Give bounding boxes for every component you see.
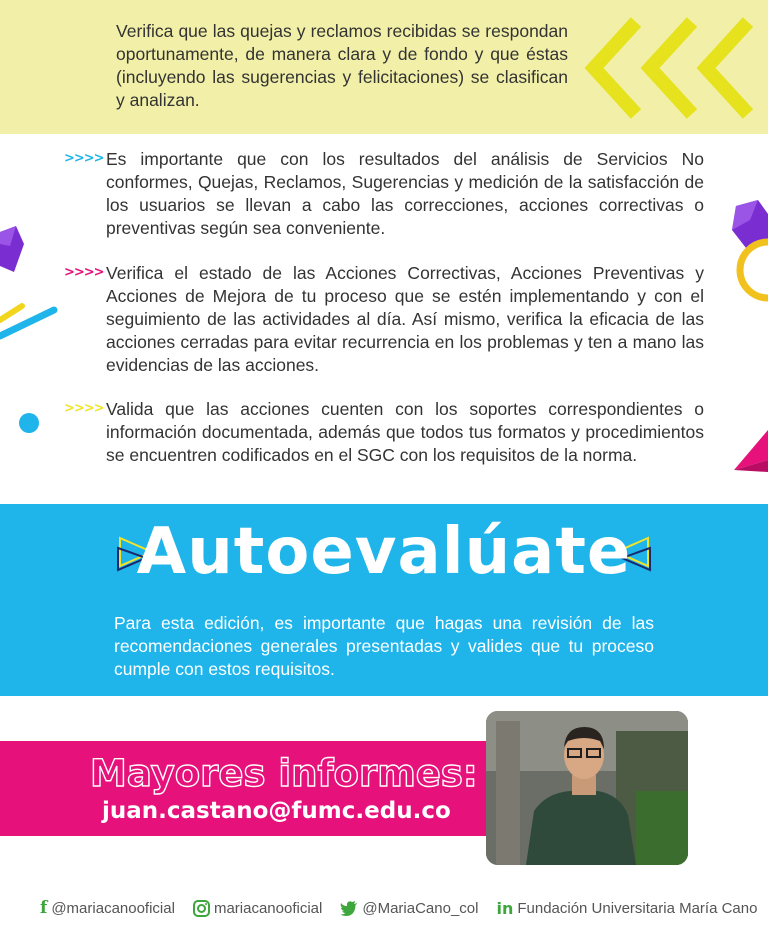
contact-heading: Mayores informes: <box>90 752 478 795</box>
pink-cone-icon <box>734 430 768 472</box>
social-label: @mariacanooficial <box>51 899 175 917</box>
social-facebook[interactable] <box>40 898 175 918</box>
contact-email[interactable]: juan.castano@fumc.edu.co <box>102 798 451 824</box>
social-instagram[interactable] <box>193 900 322 917</box>
bullet-text: Verifica el estado de las Acciones Correctivas, Acciones Preventivas y Acciones de Mejora de tu proceso que se estén implementando y con el seguimiento de las actividades al día. Así mismo, verifica la eficacia de las acciones cerradas para evitar recurrencia en los problemas y ten a mano las evidencias de las acciones. <box>106 263 704 375</box>
autoevaluate-text: Para esta edición, es importante que hagas una revisión de las recomendaciones generales presentadas y valides que tu proceso cumple con estos requisitos. <box>114 613 654 679</box>
bullet-text: Valida que las acciones cuenten con los soportes correspondientes o información documentada, además que todos tus formatos y procedimientos se encuentren codificados en el SGC con los requisitos de la norma. <box>106 399 704 465</box>
arrows-icon: >>>> <box>64 401 104 416</box>
social-label: Fundación Universitaria María Cano <box>517 899 758 917</box>
contact-photo <box>486 711 688 865</box>
blue-dot-icon <box>18 412 40 434</box>
bullet-text: Es importante que con los resultados del análisis de Servicios No conformes, Quejas, Reclamos, Sugerencias y medición de la satisfacción de los usuarios se llevan a cabo las correcciones, acciones correctivas o preventivas según sea conveniente. <box>106 149 704 238</box>
social-footer <box>40 896 758 920</box>
linkedin-icon: in <box>496 898 514 918</box>
list-item <box>64 262 704 377</box>
purple-gem-right-icon <box>728 200 768 248</box>
person-photo-icon <box>486 711 688 865</box>
twitter-icon <box>340 901 358 916</box>
instagram-icon <box>193 900 210 917</box>
social-linkedin[interactable] <box>496 899 757 918</box>
autoevaluate-title: Autoevalúate <box>136 515 632 589</box>
pencils-icon <box>0 298 58 342</box>
social-label: @MariaCano_col <box>362 899 479 917</box>
intro-text: Verifica que las quejas y reclamos recibidas se respondan oportunamente, de manera clara y de fondo y que éstas (incluyendo las sugerencias y felicitaciones) se clasifican y analizan. <box>116 21 568 110</box>
list-item <box>64 148 704 240</box>
arrows-icon: >>>> <box>64 151 104 166</box>
yellow-ring-icon <box>728 234 768 306</box>
arrows-icon: >>>> <box>64 265 104 280</box>
social-label: mariacanooficial <box>213 899 323 917</box>
social-twitter[interactable] <box>340 900 478 917</box>
list-item <box>64 398 704 467</box>
purple-gem-icon <box>0 226 26 280</box>
facebook-icon: f <box>40 898 48 918</box>
